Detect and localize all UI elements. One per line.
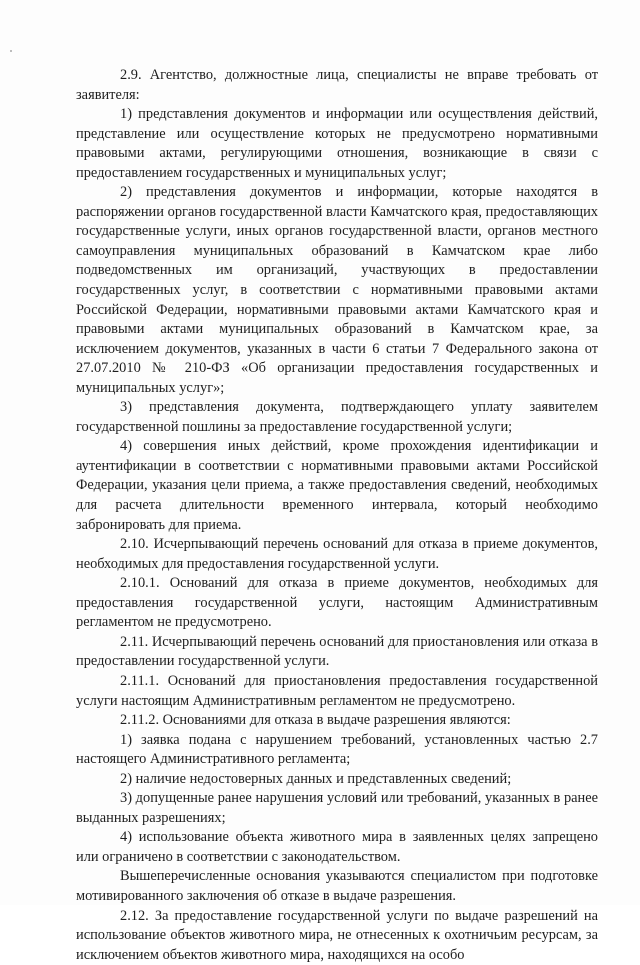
- paragraph-2-11-2: 2.11.2. Основаниями для отказа в выдаче разрешения являются:: [120, 712, 511, 729]
- document-body: [76, 66, 598, 965]
- paragraph-refusal-1: 1) заявка подана с нарушением требований, установленных частью 2.7 настоящего Административного регламента;: [76, 731, 598, 768]
- paragraph-item-4: 4) совершения иных действий, кроме прохождения идентификации и аутентификации в соответствии с нормативными правовыми актами Российской Федерации, указания цели приема, а также предоставления сведений, необходимых для расчета длительности временного интервала, который необходимо забронировать для приема.: [76, 438, 598, 533]
- paragraph-2-11: 2.11. Исчерпывающий перечень оснований для приостановления или отказа в предоставлении государственной услуги.: [76, 633, 598, 670]
- paragraph-grounds-note: Вышеперечисленные основания указываются специалистом при подготовке мотивированного заключения об отказе в выдаче разрешения.: [76, 868, 598, 904]
- paragraph-2-9: 2.9. Агентство, должностные лица, специалисты не вправе требовать от заявителя:: [76, 67, 598, 103]
- paragraph-2-11-1: 2.11.1. Оснований для приостановления предоставления государственной услуги настоящим Административным регламентом не предусмотрено.: [76, 672, 598, 709]
- paragraph-refusal-4: 4) использование объекта животного мира в заявленных целях запрещено или ограничено в соответствии с законодательством.: [76, 829, 598, 865]
- paragraph-item-3: 3) представления документа, подтверждающего уплату заявителем государственной пошлины за предоставление государственной услуги;: [76, 399, 598, 435]
- scan-speck: [10, 50, 12, 52]
- paragraph-refusal-2: 2) наличие недостоверных данных и представленных сведений;: [120, 770, 512, 787]
- paragraph-2-10: 2.10. Исчерпывающий перечень оснований для отказа в приеме документов, необходимых для предоставления государственной услуги.: [76, 536, 598, 572]
- paragraph-item-1: 1) представления документов и информации или осуществления действий, представление или осуществление которых не предусмотрено нормативными правовыми актами, регулирующими отношения, возникающие в связи с предоставлением государственных и муниципальных услуг;: [76, 106, 598, 181]
- paragraph-refusal-3: 3) допущенные ранее нарушения условий или требований, указанных в ранее выданных разрешениях;: [76, 790, 598, 826]
- paragraph-2-12: 2.12. За предоставление государственной услуги по выдаче разрешений на использование объектов животного мира, не отнесенных к охотничьим ресурсам, за исключением объектов животного мира, находящихся на особо: [76, 907, 598, 963]
- paragraph-item-2: 2) представления документов и информации, которые находятся в распоряжении органов государственной власти Камчатского края, предоставляющих государственные услуги, иных органов государственной власти, органов местного самоуправления муниципальных образований в Камчатском крае либо подведомственных им организаций, участвующих в предоставлении государственных услуг, в соответствии с нормативными правовыми актами Российской Федерации, нормативными правовыми актами Камчатского края и правовыми актами муниципальных образований в Камчатском крае, за исключением документов, указанных в части 6 статьи 7 Федерального закона от 27.07.2010 № 210-ФЗ «Об организации предоставления государственных и муниципальных услуг»;: [76, 184, 598, 396]
- paragraph-2-10-1: 2.10.1. Оснований для отказа в приеме документов, необходимых для предоставления государственной услуги, настоящим Административным регламентом не предусмотрено.: [76, 575, 598, 631]
